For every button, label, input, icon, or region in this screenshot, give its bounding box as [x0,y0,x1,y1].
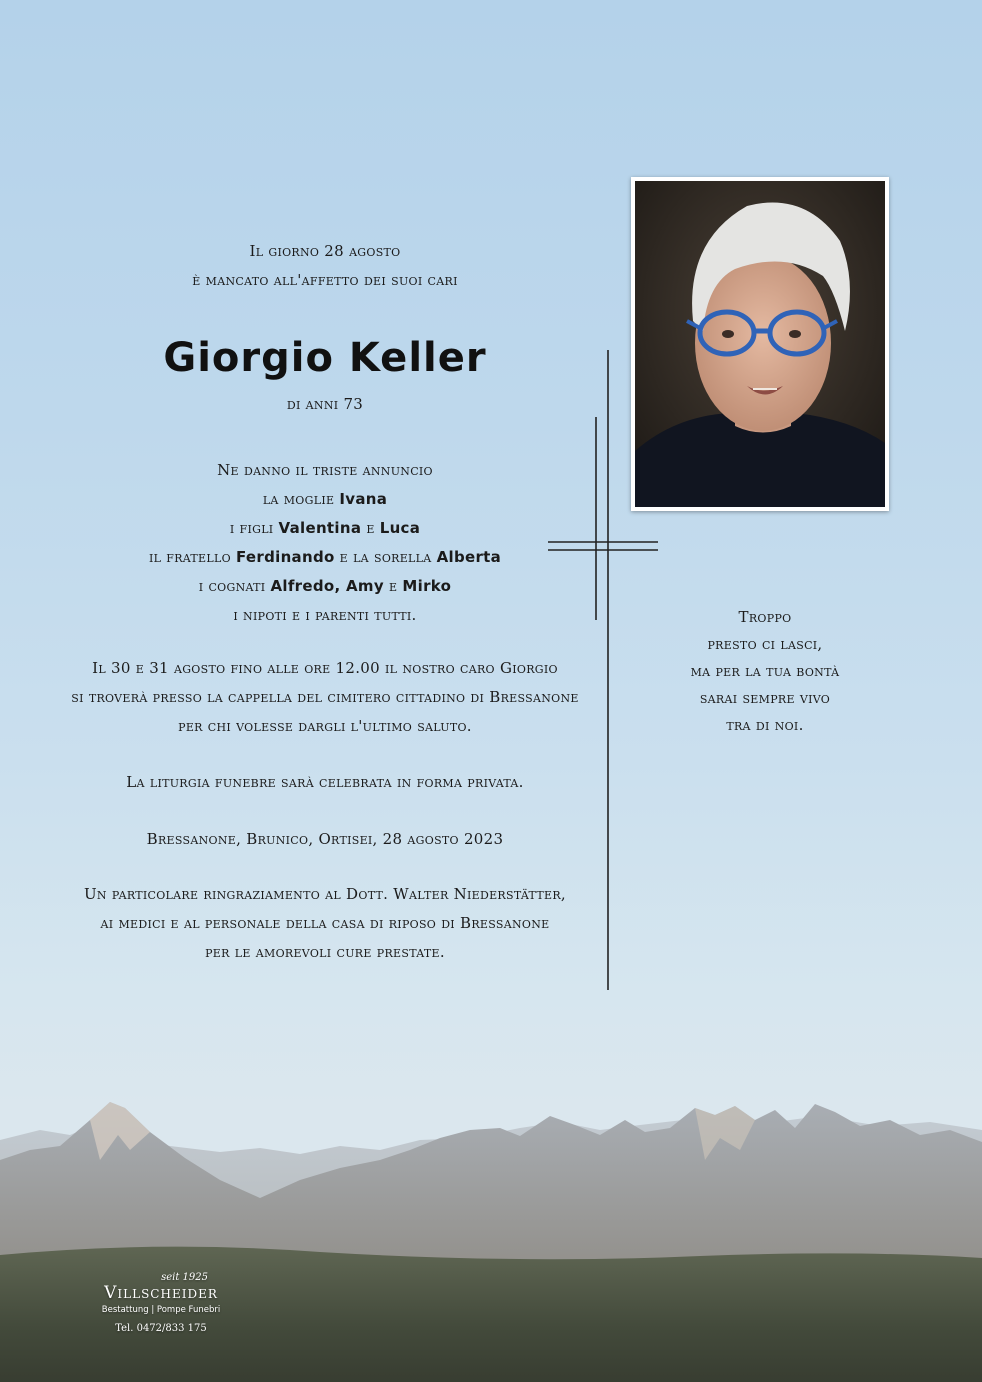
funeral-home-logo [86,1272,236,1334]
family-relatives-line: i nipoti e i parenti tutti. [233,606,417,624]
viewing-line: Il 30 e 31 agosto fino alle ore 12.00 il nostro caro Giorgio [92,659,558,677]
thanks-line: per le amorevoli cure prestate. [205,943,445,961]
inlaws-and: e [383,577,403,595]
mountain-landscape [0,1080,982,1382]
child-name-2: Luca [379,519,421,537]
wife-name: Ivana [339,490,388,508]
child-name-1: Valentina [278,519,362,537]
liturgy-text: La liturgia funebre sarà celebrata in forma privata. [126,773,524,791]
thanks-text [60,880,590,967]
family-inlaws-line [60,572,590,601]
inlaws-prefix: i cognati [198,577,271,595]
family-announcement [60,456,590,630]
portrait-frame [631,177,889,511]
place-date-text: Bressanone, Brunico, Ortisei, 28 agosto 2023 [146,830,504,848]
children-and: e [361,519,380,537]
quote-line: sarai sempre vivo [699,689,831,707]
quote-line: ma per la tua bontà [690,662,840,680]
intro-line-passed: è mancato all'affetto dei suoi cari [192,271,458,289]
brother-prefix: il fratello [148,548,236,566]
liturgy-info [60,768,590,797]
viewing-info [60,654,590,741]
wife-prefix: la moglie [262,490,340,508]
viewing-line: per chi volesse dargli l'ultimo saluto. [178,717,472,735]
sister-name: Alberta [436,548,502,566]
logo-subtitle: Bestattung | Pompe Funebri [101,1305,221,1315]
children-prefix: i figli [229,519,279,537]
family-intro: Ne danno il triste annuncio [217,461,433,479]
place-date [60,825,590,854]
age-text: di anni 73 [286,395,364,413]
thanks-line: ai medici e al personale della casa di riposo di Bressanone [100,914,550,932]
family-children-line [60,514,590,543]
family-siblings-line [60,543,590,572]
quote-line: tra di noi. [726,716,804,734]
logo-since: seit 1925 [161,1272,208,1283]
brother-name: Ferdinando [235,548,335,566]
deceased-age [60,390,590,419]
logo-name: Villscheider [104,1283,218,1303]
sister-prefix: e la sorella [334,548,437,566]
family-wife-line [60,485,590,514]
inlaws-names: Alfredo, Amy [270,577,384,595]
intro-text [60,237,590,295]
viewing-line: si troverà presso la cappella del cimitero cittadino di Bressanone [71,688,579,706]
quote-line: Troppo [738,608,792,626]
memorial-quote [690,604,840,739]
deceased-name: Giorgio Keller [163,335,487,381]
thanks-line: Un particolare ringraziamento al Dott. Walter Niederstätter, [83,885,566,903]
logo-phone: Tel. 0472/833 175 [115,1323,207,1334]
portrait-photo [635,181,885,507]
intro-line-date: Il giorno 28 agosto [249,242,401,260]
inlaws-last-name: Mirko [402,577,452,595]
quote-line: presto ci lasci, [707,635,823,653]
